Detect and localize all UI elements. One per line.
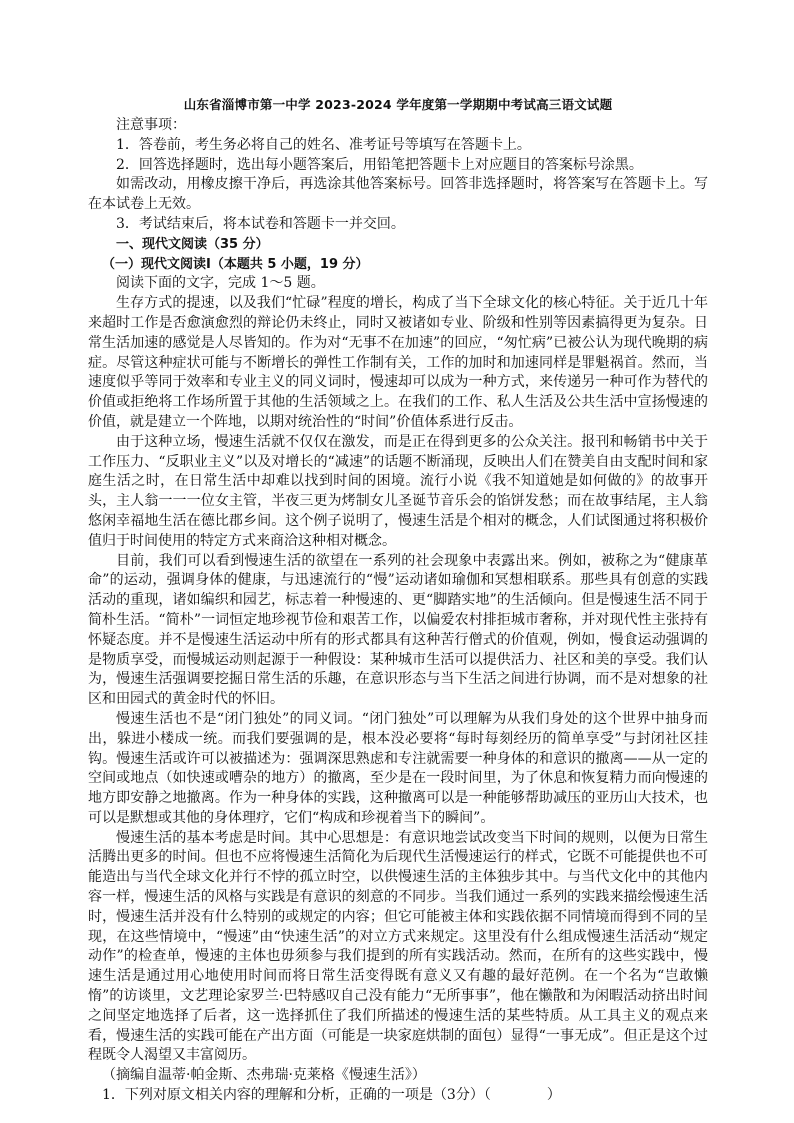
notice-heading: 注意事项： <box>116 117 186 133</box>
question-1: 1．下列对原文相关内容的理解和分析，正确的一项是（3分）（ ） <box>102 1087 561 1104</box>
subsection-heading: （一）现代文阅读Ⅰ（本题共 5 小题，19 分） <box>102 256 369 272</box>
exam-title: 山东省淄博市第一中学 2023-2024 学年度第一学期期中考试高三语文试题 <box>183 97 613 112</box>
passage-source: （摘编自温蒂·帕金斯、杰弗瑞·克莱格《慢速生活》） <box>102 1067 426 1084</box>
passage-paragraph: 生存方式的提速，以及我们“忙碌”程度的增长，构成了当下全球文化的核心特征。关于近几十年来超时工作是否愈演愈烈的辩论仍未终止，同时又被诸如专业、阶级和性别等因素搞得更为复杂。日常生活加速的感觉是人尽皆知的。作为对“无事不在加速”的回应，“匆忙病”已被公认为现代晚期的病症。尽管这种症状可能与不断增长的弹性工作制有关，工作的加时和加速同样是罪魁祸首。然而，当速度似乎等同于效率和专业主义的同义词时，慢速却可以成为一种方式，来传递另一种可作为替代的价值或拒绝将工作场所置于其他的生活领域之上。在我们的工作、私人生活及公共生活中宣扬慢速的价值，就是建立一个阵地，以期对统治性的“时间”价值体系进行反击。 <box>88 295 708 430</box>
notice-item-3: 3．考试结束后，将本试卷和答题卡一并交回。 <box>116 215 405 232</box>
section-heading: 一、现代文阅读（35 分） <box>116 236 269 252</box>
reading-instruction: 阅读下面的文字，完成 1～5 题。 <box>116 275 325 292</box>
notice-item-2-cont: 如需改动，用橡皮擦干净后，再选涂其他答案标号。回答非选择题时，将答案写在答题卡上。写在本试卷上无效。 <box>88 176 708 213</box>
exam-page <box>88 96 708 1106</box>
notice-item-1: 1．答卷前，考生务必将自己的姓名、准考证号等填写在答题卡上。 <box>116 136 531 153</box>
passage-paragraph: 慢速生活的基本考虑是时间。其中心思想是：有意识地尝试改变当下时间的规则，以便为日常生活腾出更多的时间。但也不应将慢速生活简化为后现代生活慢速运行的样式，它既不可能提供也不可能造出与当代全球文化并行不悖的孤立时空，以供慢速生活的主体独步其中。与当代文化中的其他内容一样，慢速生活的风格与实践是有意识的刻意的不同步。当我们通过一系列的实践来描绘慢速生活时，慢速生活并没有什么特别的或规定的内容；但它可能被主体和实践依据不同情境而得到不同的呈现，在这些情境中，“慢速”由“快速生活”的对立方式来规定。这里没有什么组成慢速生活活动“规定动作”的检查单，慢速的主体也毋须参与我们提到的所有实践活动。然而，在所有的这些实践中，慢速生活是通过用心地使用时间而将日常生活变得既有意义又有趣的最好范例。在一个名为“岂敢懒惰”的访谈里，文艺理论家罗兰·巴特感叹自己没有能力“无所事事”，他在懒散和为闲暇活动挤出时间之间坚定地选择了后者，这一选择抓住了我们所描述的慢速生活的某些特质。从工具主义的观点来看，慢速生活的实践可能在产出方面（可能是一块家庭烘制的面包）显得“一事无成”。但正是这个过程既令人渴望又丰富阅历。 <box>88 829 708 1064</box>
passage-paragraph: 目前，我们可以看到慢速生活的欲望在一系列的社会现象中表露出来。例如，被称之为“健康革命”的运动，强调身体的健康，与迅速流行的“慢”运动诸如瑜伽和冥想相联系。那些具有创意的实践活动的重现，诸如编织和园艺，标志着一种慢速的、更“脚踏实地”的生活倾向。但是慢速生活不同于简朴生活。“简朴”一词恒定地珍视节俭和艰苦工作，以偏爱农村排拒城市奢称，并对现代性主张持有怀疑态度。并不是慢速生活运动中所有的形式都具有这种苦行僧式的价值观，例如，慢食运动强调的是物质享受，而慢城运动则起源于一种假设：某种城市生活可以提供活力、社区和美的享受。我们认为，慢速生活强调要挖掘日常生活的乐趣，在意识形态与当下生活之间进行协调，而不是对想象的社区和田园式的黄金时代的怀旧。 <box>88 552 708 708</box>
passage-paragraph: 由于这种立场，慢速生活就不仅仅在激发，而是正在得到更多的公众关注。报刊和畅销书中关于工作压力、“反职业主义”以及对增长的“减速”的话题不断涌现，反映出人们在赞美自由支配时间和家庭生活之时，在日常生活中却难以找到时间的困境。流行小说《我不知道她是如何做的》的故事开头，主人翁一一一位女主管，半夜三更为烤制女儿圣诞节音乐会的馅饼发愁；而在故事结尾，主人翁悠闲幸福地生活在德比郡乡间。这个例子说明了，慢速生活是个相对的概念，人们试图通过将积极价值归于时间使用的特定方式来商洽这种相对概念。 <box>88 433 708 549</box>
passage-paragraph: 慢速生活也不是“闭门独处”的同义词。“闭门独处”可以理解为从我们身处的这个世界中抽身而出，躲进小楼成一统。而我们要强调的是，根本没必要将“每时每刻经历的简单享受”与封闭社区挂钩。慢速生活或许可以被描述为：强调深思熟虑和专注就需要一种身体的和意识的撤离——从一定的空间或地点（如快速或嘈杂的地方）的撤离，至少是在一段时间里，为了休息和恢复精力而向慢速的地方即安静之地撤离。作为一种身体的实践，这种撤离可以是一种能够帮助减压的亚历山大技术，也可以是默想或其他的身体理疗，它们“构成和珍视着当下的瞬间”。 <box>88 710 708 826</box>
notice-item-2: 2．回答选择题时，选出每小题答案后，用铅笔把答题卡上对应题目的答案标号涂黑。 <box>116 156 643 173</box>
